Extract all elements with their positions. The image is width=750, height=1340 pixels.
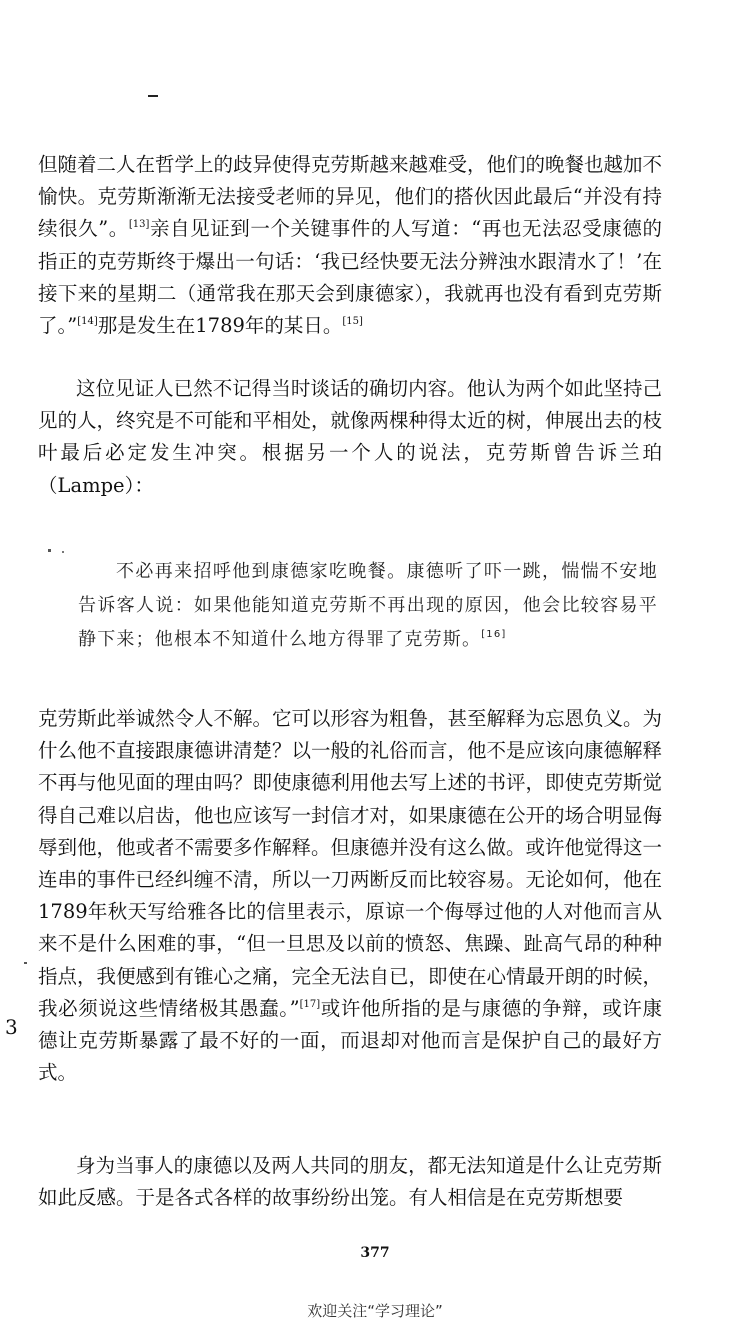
footnote-ref: [13] [128, 219, 150, 231]
footer-watermark: 欢迎关注“学习理论” [307, 1302, 443, 1320]
paragraph-1: 但随着二人在哲学上的歧异使得克劳斯越来越难受，他们的晚餐也越加不愉快。克劳斯渐渐无法接受老师的异见，他们的搭伙因此最后“并没有持续很久”。[13]亲自见证到一个关键事件的人写道：“再也无法忍受康德的指正的克劳斯终于爆出一句话：‘我已经快要无法分辨浊水跟清水了！’在接下来的星期二（通常我在那天会到康德家），我就再也没有看到克劳斯了。”[14]那是发生在1789年的某日。[15] [38, 153, 663, 338]
margin-number: 3 [5, 1015, 18, 1039]
footnote-ref: [17] [299, 998, 321, 1010]
stray-mark [148, 95, 158, 97]
page-number: 377 [360, 1245, 390, 1261]
paragraph-4: 克劳斯此举诚然令人不解。它可以形容为粗鲁，甚至解释为忘恩负义。为什么他不直接跟康德讲清楚？以一般的礼俗而言，他不是应该向康德解释不再与他见面的理由吗？即使康德利用他去写上述的书评，即使克劳斯觉得自己难以启齿，他也应该写一封信才对，如果康德在公开的场合明显侮辱到他，他或者不需要多作解释。但康德并没有这么做。或许他觉得这一连串的事件已经纠缠不清，所以一刀两断反而比较容易。无论如何，他在1789年秋天写给雅各比的信里表示，原谅一个侮辱过他的人对他而言从来不是什么困难的事，“但一旦思及以前的愤怒、焦躁、趾高气昂的种种指点，我便感到有锥心之痛，完全无法自已，即使在心情最开朗的时候，我必须说这些情绪极其愚蠢。”[17]或许他所指的是与康德的争辩，或许康德让克劳斯暴露了最不好的一面，而退却对他而言是保护自己的最好方式。 [38, 707, 663, 1085]
block-quote: 不必再来招呼他到康德家吃晚餐。康德听了吓一跳，惴惴不安地告诉客人说：如果他能知道克劳斯不再出现的原因，他会比较容易平静下来；他根本不知道什么地方得罪了克劳斯。[16] [78, 561, 658, 650]
paragraph-2: 这位见证人已然不记得当时谈话的确切内容。他认为两个如此坚持己见的人，终究是不可能和平相处，就像两棵种得太近的树，伸展出去的枝叶最后必定发生冲突。根据另一个人的说法，克劳斯曾告诉兰珀（Lampe）： [38, 377, 663, 497]
scan-speck [62, 551, 64, 553]
footnote-ref: [14] [77, 316, 98, 328]
footnote-ref: [15] [342, 316, 363, 328]
footnote-ref: [16] [481, 629, 507, 640]
paragraph-5: 身为当事人的康德以及两人共同的朋友，都无法知道是什么让克劳斯如此反感。于是各式各样的故事纷纷出笼。有人相信是在克劳斯想要 [38, 1154, 662, 1210]
scan-speck [48, 549, 51, 552]
scan-speck [24, 962, 27, 964]
